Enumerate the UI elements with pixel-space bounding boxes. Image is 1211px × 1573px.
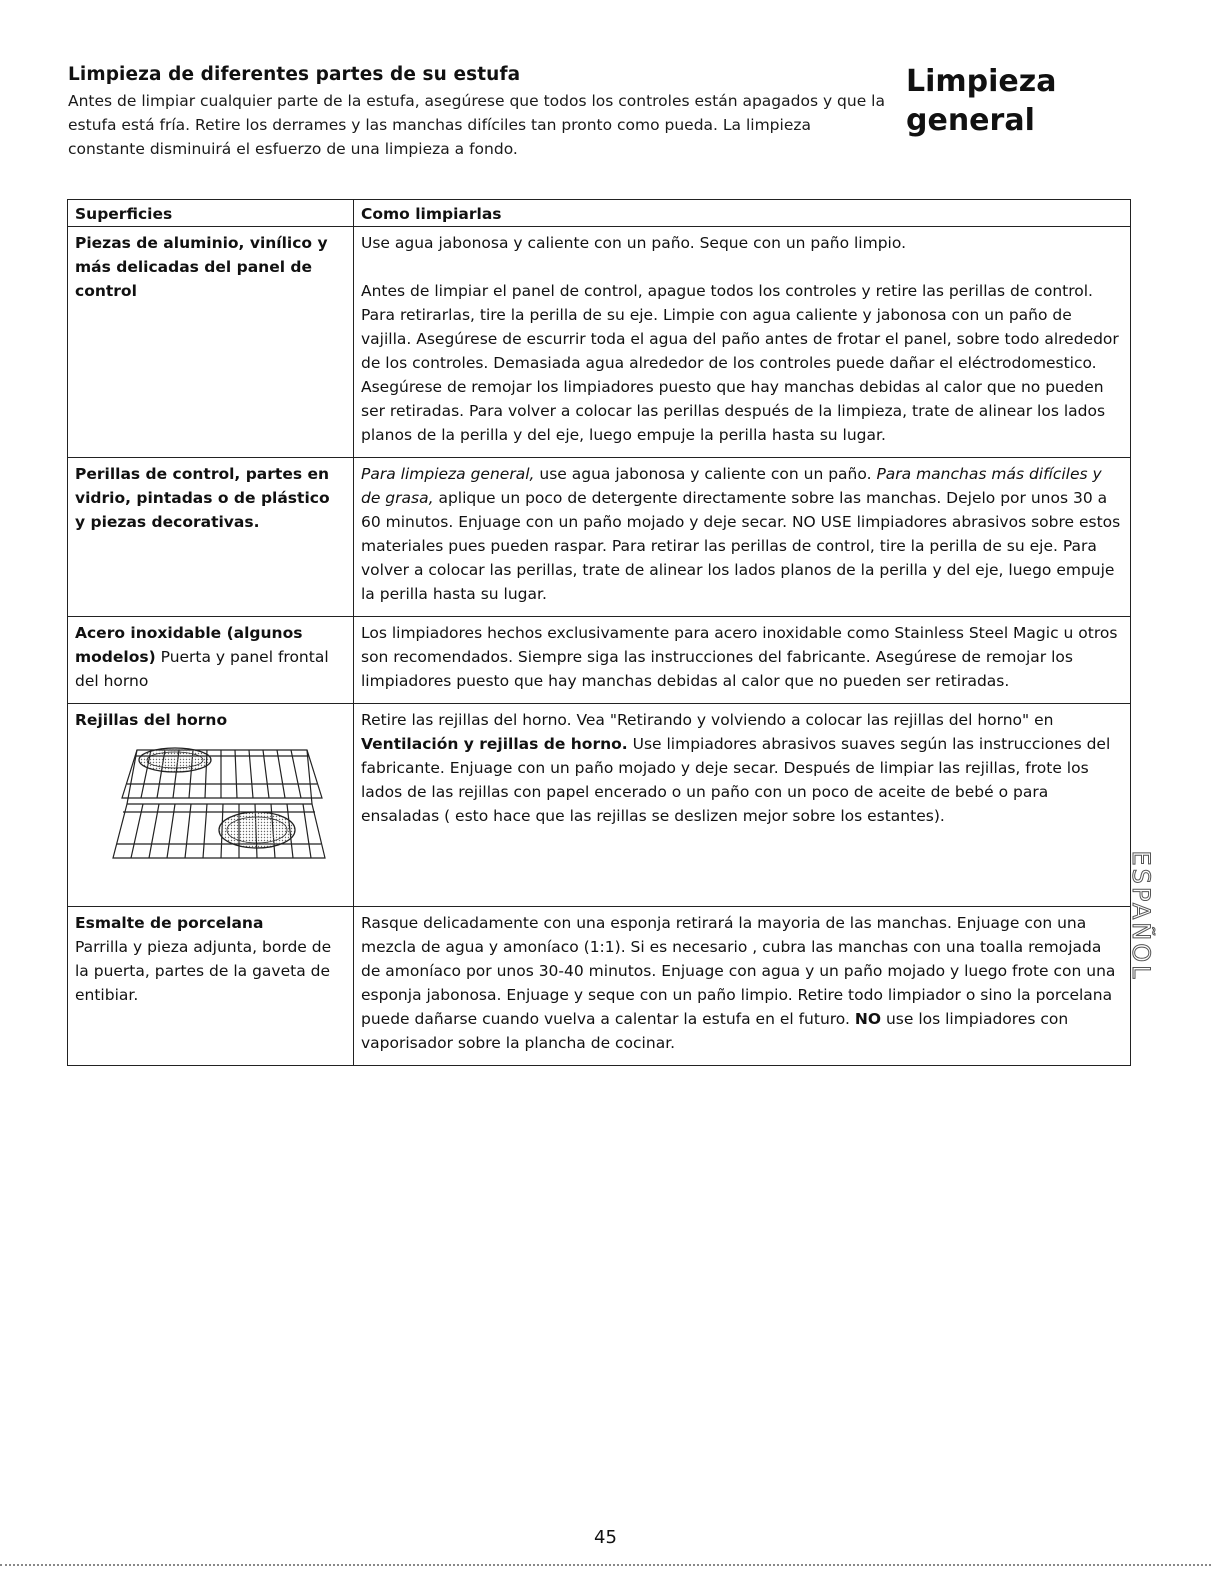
section-title-line2: general <box>906 103 1035 138</box>
instructions-bold: NO <box>854 1010 882 1028</box>
table-row <box>68 907 1131 1066</box>
section-title-line1: Limpieza <box>906 64 1057 99</box>
page-bottom-rule <box>0 1564 1211 1566</box>
oven-racks-illustration <box>107 740 327 868</box>
surface-cell <box>68 617 354 704</box>
instructions-paragraph: Los limpiadores hechos exclusivamente para acero inoxidable como Stainless Steel Magic u otros son recomendados. Siempre siga las instrucciones del fabricante. Asegúrese de remojar los limpiadores puesto que hay manchas debidas al calor que no pueden ser retiradas. <box>361 624 1118 690</box>
instructions-cell <box>354 704 1131 907</box>
instructions-paragraph <box>361 708 1122 828</box>
instructions-cell <box>354 458 1131 617</box>
surface-name: Perillas de control, partes en vidrio, pintadas o de plástico y piezas decorativas. <box>75 465 330 531</box>
header-how-to-clean: Como limpiarlas <box>354 200 1131 227</box>
instructions-text: Rasque delicadamente con una esponja retirará la mayoria de las manchas. Enjuage con una mezcla de agua y amoníaco (1:1). Si es necesario , cubra las manchas con una toalla remojada de amoníaco por unos 30-40 minutos. Enjuage con agua y un paño mojado y luego frote con una esponja jabonosa. Enjuage y seque con un paño limpio. Retire todo limpiador o sino la porcelana puede dañarse cuando vuelva a calentar la estufa en el futuro. <box>361 914 1116 1028</box>
surface-cell <box>68 458 354 617</box>
surface-cell <box>68 227 354 458</box>
surface-cell <box>68 907 354 1066</box>
language-side-tab <box>1126 850 1156 982</box>
intro-body: Antes de limpiar cualquier parte de la estufa, asegúrese que todos los controles están apagados y que la estufa está fría. Retire los derrames y las manchas difíciles tan pronto como pueda. La limpieza constante disminuirá el esfuerzo de una limpieza a fondo. <box>68 92 885 158</box>
table-row <box>68 704 1131 907</box>
instructions-paragraph <box>361 911 1122 1055</box>
page-number: 45 <box>594 1527 617 1548</box>
table-row <box>68 458 1131 617</box>
instructions-text: use agua jabonosa y caliente con un paño. <box>534 465 877 483</box>
instructions-italic: Para limpieza general, <box>361 465 535 483</box>
instructions-paragraph: Use agua jabonosa y caliente con un paño. Seque con un paño limpio. <box>361 234 906 252</box>
surface-name: Acero inoxidable (algunos modelos) <box>75 624 303 666</box>
surface-detail: Parrilla y pieza adjunta, borde de la puerta, partes de la gaveta de entibiar. <box>75 938 332 1004</box>
surface-detail: Puerta y panel frontal del horno <box>75 648 329 690</box>
instructions-paragraph: Antes de limpiar el panel de control, apague todos los controles y retire las perillas de control. Para retirarlas, tire la perilla de su eje. Limpie con agua caliente y jabonosa con un paño de vajilla. Asegúrese de escurrir toda el agua del paño antes de frotar el panel, sobre todo alrededor de los controles. Demasiada agua alrededor de los controles puede dañar el eléctrodomestico. Asegúrese de remojar los limpiadores puesto que hay manchas debidas al calor que no pueden ser retiradas. Para volver a colocar las perillas después de la limpieza, trate de alinear los lados planos de la perilla y del eje, luego empuje la perilla hasta su lugar. <box>361 282 1119 444</box>
surface-cell <box>68 704 354 907</box>
table-row <box>68 227 1131 458</box>
instructions-italic: Para manchas más difíciles y de grasa, <box>361 465 1102 507</box>
header-surfaces: Superficies <box>68 200 354 227</box>
instructions-paragraph <box>361 462 1122 606</box>
intro-heading: Limpieza de diferentes partes de su estufa <box>68 64 521 85</box>
language-side-tab-label: ESPAÑOL <box>1127 850 1155 982</box>
instructions-text: Retire las rejillas del horno. Vea "Retirando y volviendo a colocar las rejillas del horno" en <box>361 711 1054 729</box>
section-title <box>906 62 1056 140</box>
instructions-bold: Ventilación y rejillas de horno. <box>361 735 628 753</box>
table-header-row <box>68 200 1131 227</box>
instructions-cell <box>354 617 1131 704</box>
surface-name: Esmalte de porcelana <box>75 914 264 932</box>
table-row <box>68 617 1131 704</box>
instructions-text: aplique un poco de detergente directamente sobre las manchas. Dejelo por unos 30 a 60 minutos. Enjuage con un paño mojado y deje secar. NO USE limpiadores abrasivos sobre estos materiales pues pueden raspar. Para retirar las perillas de control, tire la perilla de su eje. Para volver a colocar las perillas, trate de alinear los lados planos de la perilla y del eje, luego empuje la perilla hasta su lugar. <box>361 489 1121 603</box>
instructions-text: Use limpiadores abrasivos suaves según las instrucciones del fabricante. Enjuage con un paño mojado y deje secar. Después de limpiar las rejillas, frote los lados de las rejillas con papel encerado o un paño con un poco de aceite de bebé o para ensaladas ( esto hace que las rejillas se deslizen mejor sobre los estantes). <box>361 735 1111 825</box>
instructions-cell <box>354 227 1131 458</box>
intro-block <box>68 64 888 161</box>
instructions-text: use los limpiadores con vaporisador sobre la plancha de cocinar. <box>361 1010 1069 1052</box>
surface-name: Rejillas del horno <box>75 711 228 729</box>
instructions-cell <box>354 907 1131 1066</box>
cleaning-table <box>67 199 1131 1066</box>
surface-name: Piezas de aluminio, vinílico y más delicadas del panel de control <box>75 234 328 300</box>
